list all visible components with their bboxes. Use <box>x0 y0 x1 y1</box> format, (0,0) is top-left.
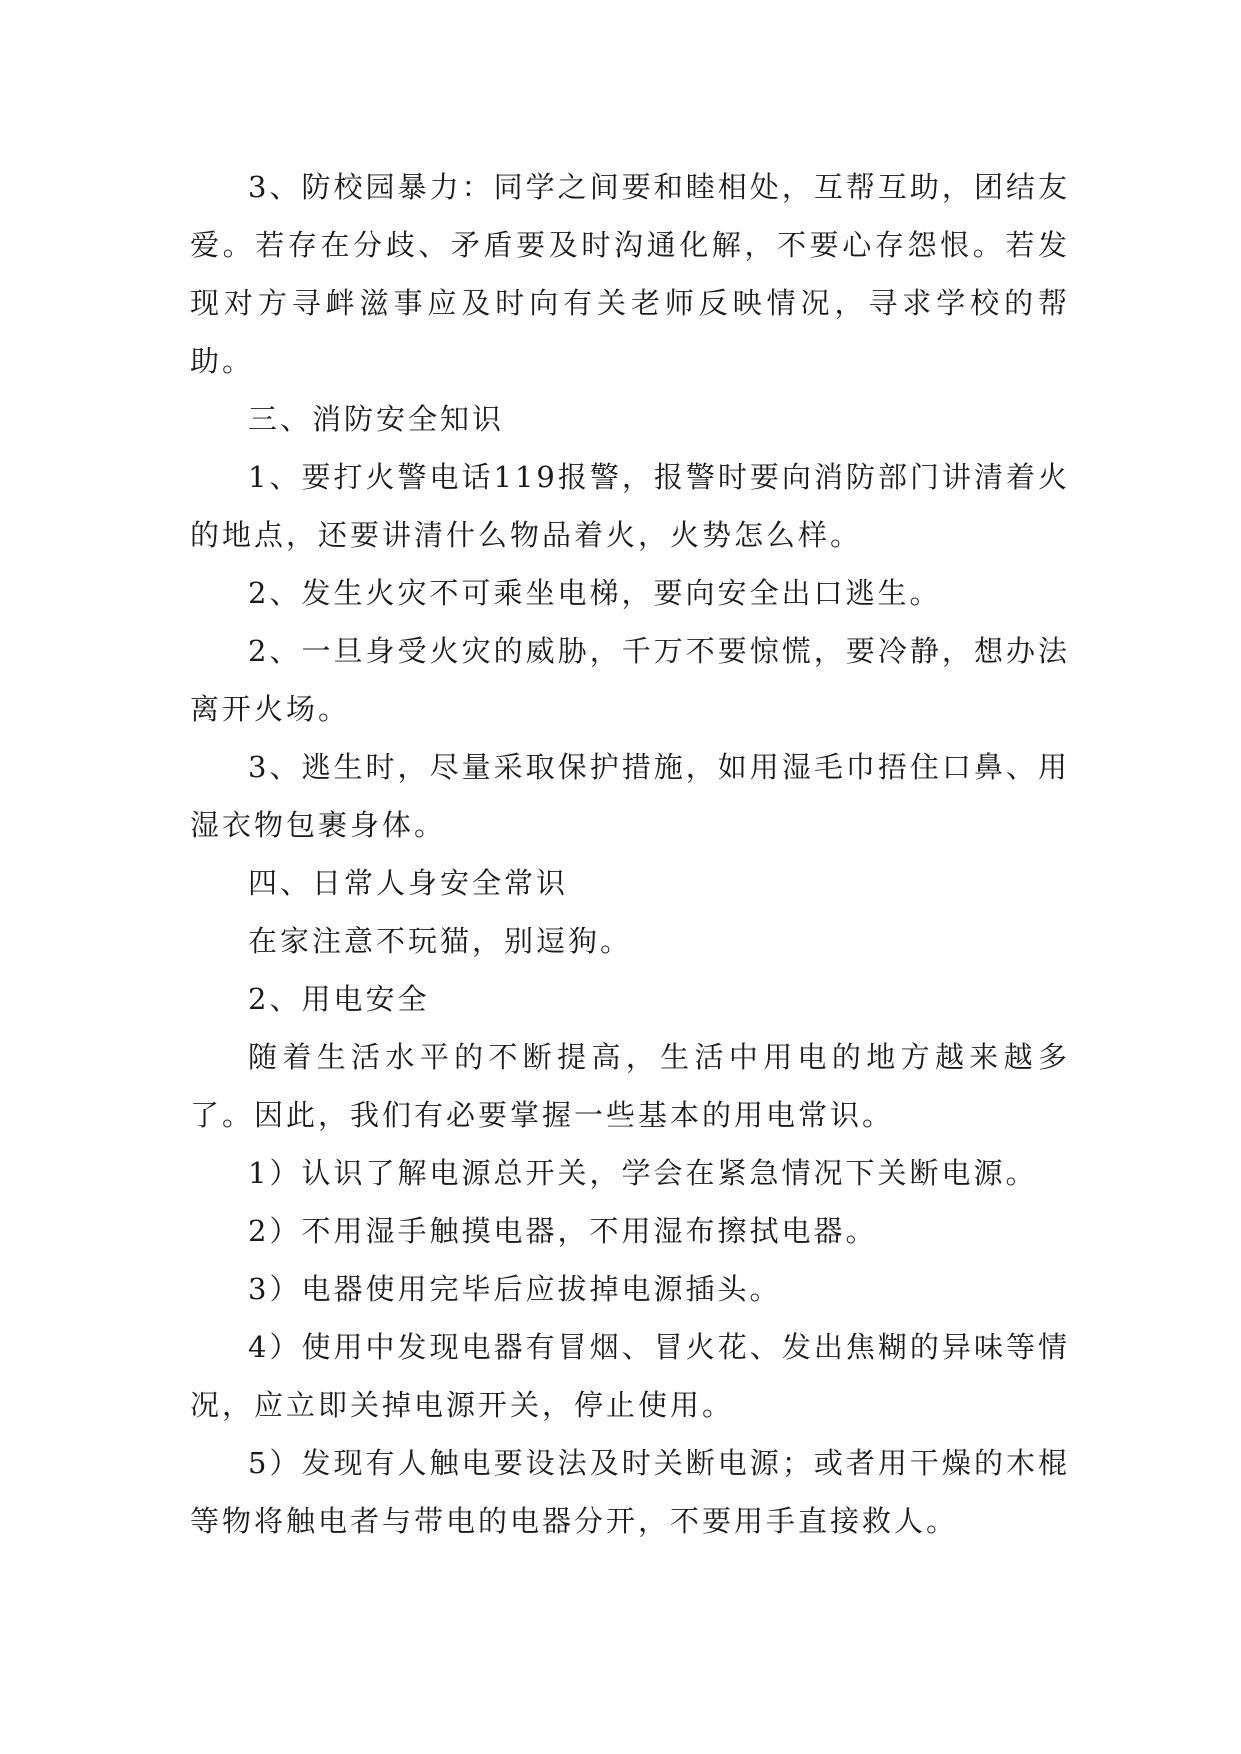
paragraph-main-switch: 1）认识了解电源总开关，学会在紧急情况下关断电源。 <box>248 1156 1038 1190</box>
paragraph-school-violence: 3、防校园暴力：同学之间要和睦相处，互帮互助，团结友爱。若存在分歧、矛盾要及时沟通化解，不要心存怨恨。若发现对方寻衅滋事应及时向有关老师反映情况，寻求学校的帮助。 <box>190 170 1070 378</box>
paragraph-electric-shock-rescue: 5）发现有人触电要设法及时关断电源；或者用干燥的木棍等物将触电者与带电的电器分开，不要用手直接救人。 <box>190 1446 1070 1538</box>
paragraph-no-elevator: 2、发生火灾不可乘坐电梯，要向安全出口逃生。 <box>248 576 942 610</box>
section-heading-fire-safety: 三、消防安全知识 <box>248 402 505 436</box>
section-heading-personal-safety: 四、日常人身安全常识 <box>248 866 569 900</box>
document-body <box>190 158 1070 1550</box>
paragraph-escape-measures: 3、逃生时，尽量采取保护措施，如用湿毛巾捂住口鼻、用湿衣物包裹身体。 <box>190 750 1070 842</box>
paragraph-fire-alarm: 1、要打火警电话119报警，报警时要向消防部门讲清着火的地点，还要讲清什么物品着火，火势怎么样。 <box>190 460 1070 552</box>
paragraph-stay-calm: 2、一旦身受火灾的威胁，千万不要惊慌，要冷静，想办法离开火场。 <box>190 634 1070 726</box>
paragraph-smoke-spark: 4）使用中发现电器有冒烟、冒火花、发出焦糊的异味等情况，应立即关掉电源开关，停止使用。 <box>190 1330 1070 1422</box>
paragraph-wet-hands: 2）不用湿手触摸电器，不用湿布擦拭电器。 <box>248 1214 878 1248</box>
paragraph-unplug: 3）电器使用完毕后应拔掉电源插头。 <box>248 1272 782 1306</box>
paragraph-pets: 在家注意不玩猫，别逗狗。 <box>248 924 633 958</box>
paragraph-electricity-intro: 随着生活水平的不断提高，生活中用电的地方越来越多了。因此，我们有必要掌握一些基本的用电常识。 <box>190 1040 1070 1132</box>
subheading-electrical-safety: 2、用电安全 <box>248 982 430 1016</box>
